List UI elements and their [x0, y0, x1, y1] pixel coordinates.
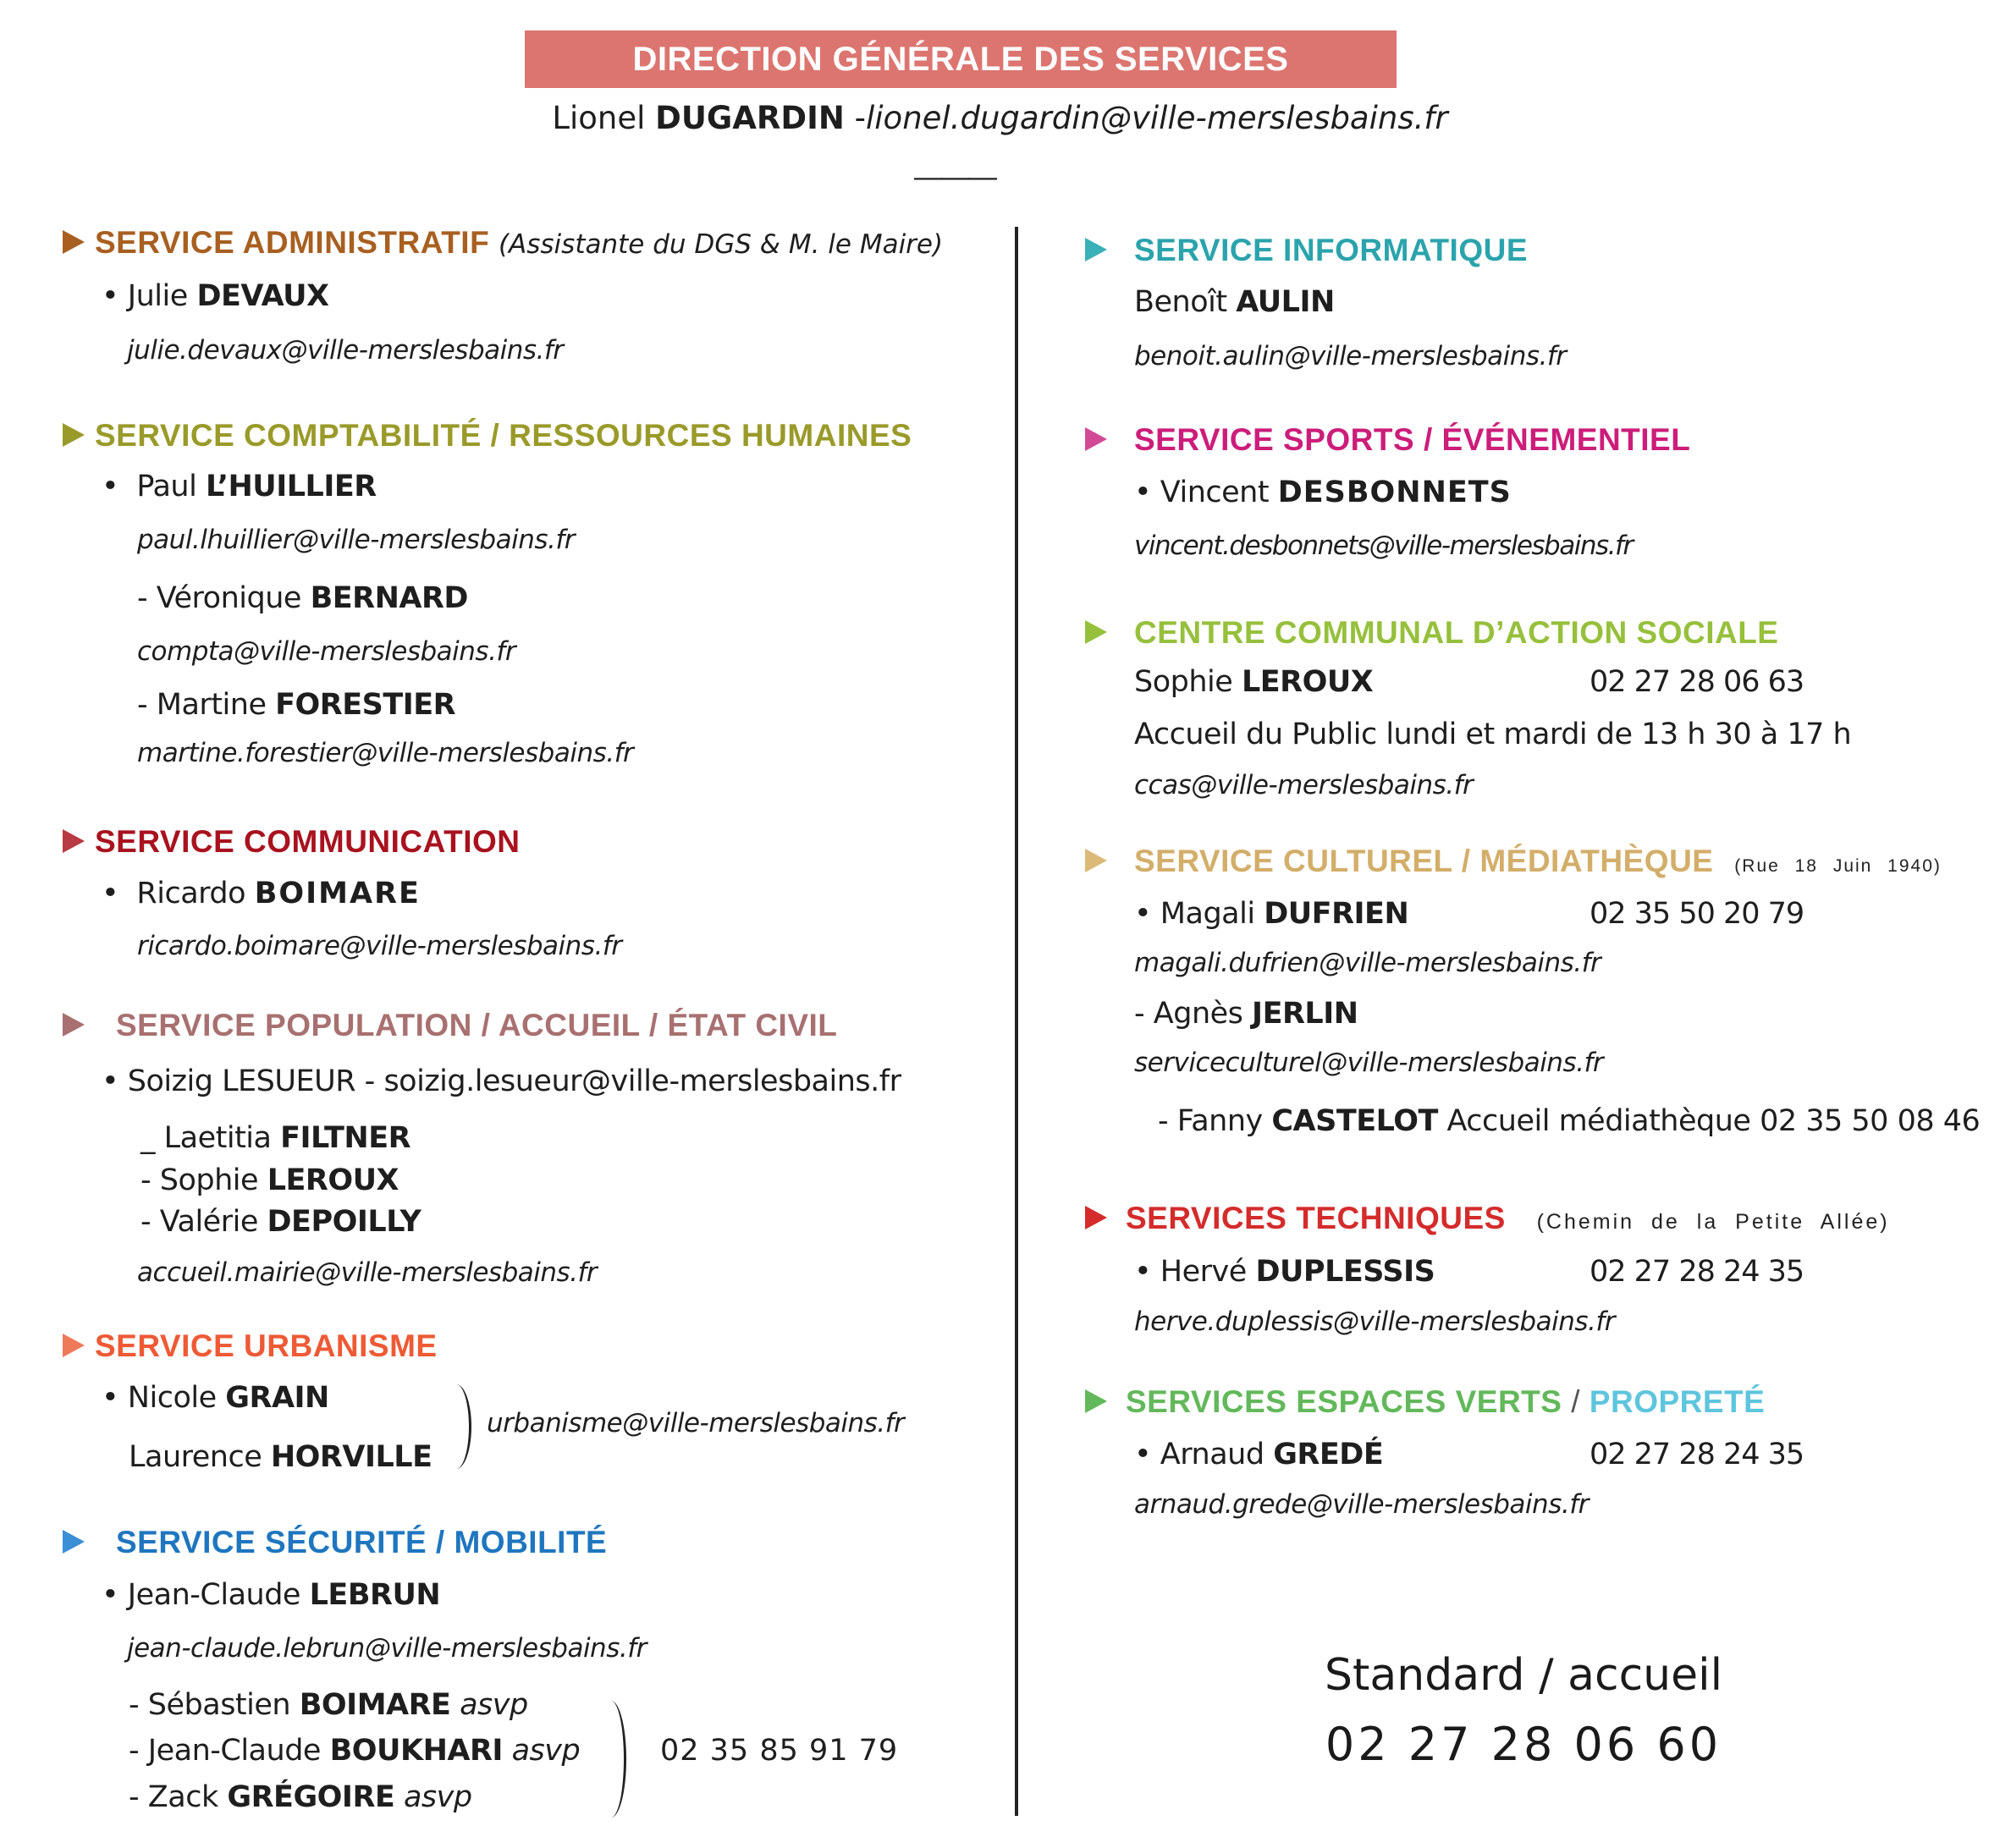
person-valerie-depoilly [140, 1205, 421, 1239]
section-title-communication: SERVICE COMMUNICATION [95, 824, 521, 859]
section-title-securite: SERVICE SÉCURITÉ / MOBILITÉ [116, 1525, 608, 1559]
triangle-bullet-icon [63, 829, 85, 853]
bullet: • [102, 1578, 119, 1612]
first-name: Benoît [1134, 285, 1227, 319]
triangle-bullet-icon [63, 423, 85, 447]
section-title-sports: SERVICE SPORTS / ÉVÉNEMENTIEL [1134, 422, 1691, 457]
triangle-bullet-icon [63, 230, 85, 254]
email-ccas[interactable]: ccas@ville-merslesbains.fr [1134, 770, 1474, 800]
director-line [0, 100, 2000, 136]
last-name: CASTELOT [1271, 1104, 1438, 1138]
email-julie-devaux[interactable]: julie.devaux@ville-merslesbains.fr [127, 335, 564, 366]
email-jean-claude-lebrun[interactable]: jean-claude.lebrun@ville-merslesbains.fr [127, 1633, 647, 1664]
person-laetitia-filtner [140, 1121, 410, 1155]
role: asvp [403, 1780, 472, 1814]
last-name: LEROUX [1241, 665, 1374, 699]
ccas-hours: Accueil du Public lundi et mardi de 13 h 30 à 17 h [1134, 718, 1852, 751]
first-name: Martine [156, 688, 267, 722]
first-name: Hervé [1160, 1255, 1247, 1289]
dash: - [1134, 997, 1145, 1031]
section-title-administratif [95, 225, 943, 261]
email-herve-duplessis[interactable]: herve.duplessis@ville-merslesbains.fr [1134, 1306, 1616, 1337]
section-title-text: SERVICE CULTUREL / MÉDIATHÈQUE [1134, 844, 1714, 878]
first-name: Sophie [1134, 665, 1233, 699]
person-ricardo-boimare [102, 877, 421, 910]
dash: - [1158, 1104, 1169, 1138]
email-compta[interactable]: compta@ville-merslesbains.fr [137, 636, 516, 667]
bullet: • [1134, 1438, 1152, 1471]
triangle-bullet-icon [1085, 849, 1107, 872]
first-name: Julie [127, 279, 188, 313]
last-name: GRÉGOIRE [227, 1780, 395, 1814]
asvp-jean-claude-boukhari [129, 1734, 580, 1768]
section-address: (Rue 18 Juin 1940) [1734, 856, 1942, 876]
person-fanny-castelot [1158, 1104, 1980, 1138]
person-agnes-jerlin [1134, 997, 1358, 1031]
last-name: BOUKHARI [329, 1734, 503, 1768]
last-name: HORVILLE [270, 1440, 433, 1474]
triangle-bullet-icon [1085, 1206, 1107, 1229]
last-name: DEPOILLY [267, 1205, 421, 1239]
grouping-brace [446, 1384, 471, 1469]
first-name: Sophie [159, 1163, 259, 1197]
standard-label: Standard / accueil [1324, 1650, 1723, 1701]
dash: - [140, 1163, 152, 1197]
dash: - [129, 1780, 140, 1814]
email-arnaud-grede[interactable]: arnaud.grede@ville-merslesbains.fr [1134, 1489, 1589, 1520]
triangle-bullet-icon [1085, 620, 1107, 644]
bullet: • [102, 877, 119, 910]
first-name: Fanny [1176, 1104, 1263, 1138]
first-name: Sébastien [147, 1688, 291, 1722]
section-title-separator: / [1571, 1384, 1581, 1419]
dash: - [129, 1688, 140, 1722]
triangle-bullet-icon [1085, 238, 1107, 261]
asvp-sebastien-boimare [129, 1688, 528, 1722]
first-name: Paul [136, 470, 197, 503]
director-first-name: Lionel [552, 100, 646, 136]
section-title-culturel [1134, 844, 1942, 879]
first-name: Vincent [1160, 476, 1270, 509]
last-name: BOIMARE [299, 1688, 451, 1722]
person-sophie-leroux [140, 1163, 399, 1197]
person-benoit-aulin [1134, 285, 1335, 319]
header-dashes: ——— [914, 161, 995, 193]
triangle-bullet-icon [63, 1530, 85, 1554]
last-name: DUFRIEN [1264, 897, 1409, 931]
section-title-text: SERVICES TECHNIQUES [1126, 1201, 1506, 1235]
person-martine-forestier [137, 688, 455, 722]
standard-phone[interactable]: 02 27 28 06 60 [1325, 1718, 1722, 1771]
person-magali-dufrien [1134, 897, 1408, 931]
first-name: Agnès [1153, 997, 1243, 1031]
last-name: GRAIN [225, 1381, 329, 1415]
phone-herve-duplessis[interactable]: 02 27 28 24 35 [1590, 1255, 1804, 1289]
first-name: Jean-Claude [127, 1578, 300, 1612]
section-address: (Chemin de la Petite Allée) [1536, 1210, 1890, 1234]
director-separator: - [854, 100, 866, 136]
first-name: Arnaud [1160, 1438, 1264, 1471]
first-name: Valérie [159, 1205, 258, 1239]
last-name: DESBONNETS [1277, 476, 1512, 509]
last-name: LEROUX [267, 1163, 399, 1197]
triangle-bullet-icon [1085, 427, 1107, 451]
email-vincent-desbonnets[interactable]: vincent.desbonnets@ville-merslesbains.fr [1134, 531, 1633, 561]
person-herve-duplessis [1134, 1255, 1435, 1289]
email-benoit-aulin[interactable]: benoit.aulin@ville-merslesbains.fr [1134, 341, 1567, 371]
section-title-urbanisme: SERVICE URBANISME [95, 1328, 438, 1363]
first-name: Magali [1160, 897, 1255, 931]
person-paul-lhuillier [102, 470, 377, 503]
last-name: FILTNER [280, 1121, 411, 1155]
director-last-name: DUGARDIN [655, 100, 845, 136]
first-name: Laurence [129, 1440, 262, 1474]
bullet: • [102, 1381, 119, 1415]
first-name: Nicole [127, 1381, 217, 1415]
first-name: Jean-Claude [147, 1734, 321, 1768]
triangle-bullet-icon [63, 1334, 85, 1357]
person-veronique-bernard [137, 581, 468, 615]
last-name: DEVAUX [196, 279, 329, 313]
first-name: Zack [147, 1780, 218, 1814]
first-name: Ricardo [136, 877, 246, 910]
role: asvp [511, 1734, 581, 1768]
accueil-mediatheque-phone: Accueil médiathèque 02 35 50 08 46 [1446, 1104, 1981, 1138]
bullet: • [102, 470, 119, 503]
phone-asvp[interactable]: 02 35 85 91 79 [660, 1734, 899, 1768]
page-title-banner: DIRECTION GÉNÉRALE DES SERVICES [525, 30, 1397, 88]
email-serviceculturel[interactable]: serviceculturel@ville-merslesbains.fr [1134, 1048, 1604, 1078]
dash: _ [140, 1121, 155, 1155]
section-title-part-a: SERVICES ESPACES VERTS [1126, 1384, 1562, 1419]
last-name: L’HUILLIER [205, 470, 377, 503]
section-title-text: SERVICE ADMINISTRATIF [95, 225, 490, 260]
phone-arnaud-grede[interactable]: 02 27 28 24 35 [1590, 1438, 1804, 1471]
email-magali-dufrien[interactable]: magali.dufrien@ville-merslesbains.fr [1134, 948, 1601, 978]
last-name: LEBRUN [309, 1578, 441, 1612]
last-name: FORESTIER [275, 688, 456, 722]
last-name: DUPLESSIS [1255, 1255, 1435, 1289]
last-name: GREDÉ [1273, 1438, 1384, 1471]
dash: - [137, 688, 148, 722]
triangle-bullet-icon [63, 1013, 85, 1037]
person-jean-claude-lebrun [102, 1578, 440, 1612]
last-name: BERNARD [310, 581, 468, 615]
section-title-espaces-verts [1126, 1384, 1765, 1420]
first-name: Laetitia [163, 1121, 272, 1155]
email-ricardo-boimare[interactable]: ricardo.boimare@ville-merslesbains.fr [137, 931, 622, 961]
email-paul-lhuillier[interactable]: paul.lhuillier@ville-merslesbains.fr [137, 525, 576, 555]
person-vincent-desbonnets [1134, 476, 1512, 509]
dash: - [137, 581, 148, 615]
person-nicole-grain [102, 1381, 329, 1415]
bullet: • [1134, 476, 1152, 509]
dash: - [129, 1734, 140, 1768]
email-martine-forestier[interactable]: martine.forestier@ville-merslesbains.fr [137, 738, 634, 768]
dash: - [140, 1205, 152, 1239]
bullet: • [1134, 1255, 1152, 1289]
email-accueil-mairie[interactable]: accueil.mairie@ville-merslesbains.fr [137, 1257, 598, 1288]
last-name: AULIN [1236, 285, 1335, 319]
first-name: Véronique [156, 581, 301, 615]
section-title-techniques [1126, 1201, 1890, 1236]
phone-magali-dufrien[interactable]: 02 35 50 20 79 [1590, 897, 1804, 931]
last-name: JERLIN [1252, 997, 1358, 1031]
asvp-zack-gregoire [129, 1780, 472, 1814]
triangle-bullet-icon [1085, 1389, 1107, 1413]
section-note: (Assistante du DGS & M. le Maire) [498, 229, 944, 260]
person-soizig-lesueur: • Soizig LESUEUR - soizig.lesueur@ville-merslesbains.fr [102, 1064, 901, 1098]
person-arnaud-grede [1134, 1438, 1383, 1471]
phone-ccas[interactable]: 02 27 28 06 63 [1590, 665, 1804, 699]
role: asvp [460, 1688, 528, 1722]
person-julie-devaux [102, 279, 329, 313]
section-title-comptabilite: SERVICE COMPTABILITÉ / RESSOURCES HUMAINES [95, 418, 912, 453]
email-urbanisme[interactable]: urbanisme@ville-merslesbains.fr [487, 1408, 905, 1438]
bullet: • [102, 279, 119, 313]
section-title-population: SERVICE POPULATION / ACCUEIL / ÉTAT CIVIL [116, 1008, 838, 1042]
director-email[interactable]: lionel.dugardin@ville-merslesbains.fr [866, 100, 1448, 136]
last-name: BOIMARE [254, 877, 421, 910]
section-title-ccas: CENTRE COMMUNAL D’ACTION SOCIALE [1134, 615, 1779, 650]
grouping-brace [601, 1701, 626, 1818]
person-laurence-horville [129, 1440, 433, 1474]
person-sophie-leroux-ccas [1134, 665, 1373, 699]
section-title-informatique: SERVICE INFORMATIQUE [1134, 233, 1529, 267]
section-title-part-b: PROPRETÉ [1589, 1384, 1766, 1419]
column-divider [1015, 227, 1018, 1816]
bullet: • [1134, 897, 1152, 931]
